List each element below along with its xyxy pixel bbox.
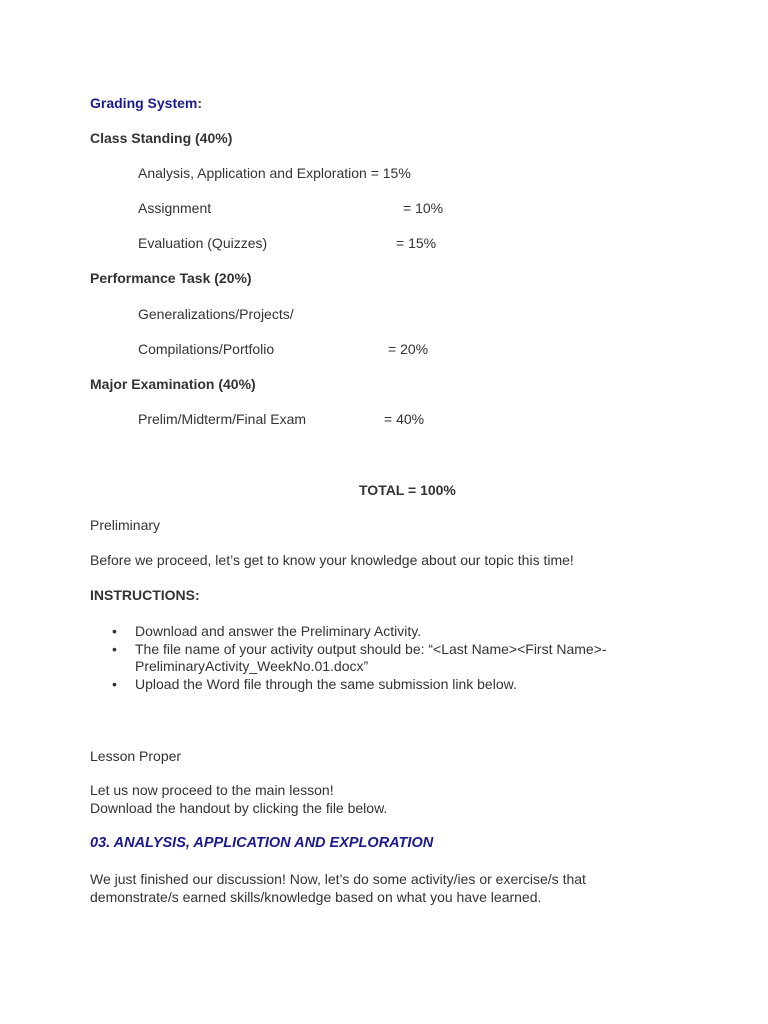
instructions-heading: INSTRUCTIONS: (90, 587, 200, 603)
class-standing-item-assignment-value: = 10% (403, 200, 444, 216)
class-standing-item-assignment: Assignment (138, 200, 212, 216)
list-item: • The file name of your activity output should be: “<Last Name><First Name>-PreliminaryActivity_WeekNo.01.docx” (135, 641, 635, 676)
preliminary-title: Preliminary (90, 517, 161, 533)
grading-system-heading (90, 95, 202, 112)
preliminary-intro: Before we proceed, let’s get to know your knowledge about our topic this time! (90, 552, 574, 568)
analysis-heading: 03. ANALYSIS, APPLICATION AND EXPLORATION (90, 835, 434, 851)
class-standing-item-analysis: Analysis, Application and Exploration = 15% (138, 165, 411, 181)
performance-task-line1: Generalizations/Projects/ (138, 306, 294, 322)
lesson-proper-title: Lesson Proper (90, 748, 182, 764)
class-standing-item-evaluation-value: = 15% (396, 235, 437, 251)
lesson-line1: Let us now proceed to the main lesson! (90, 782, 334, 798)
major-exam-heading: Major Examination (40%) (90, 376, 256, 392)
list-item: • Download and answer the Preliminary Activity. (135, 623, 695, 641)
major-exam-label: Prelim/Midterm/Final Exam (138, 411, 307, 427)
instructions-list (90, 623, 695, 693)
grading-system-colon: : (197, 95, 203, 111)
class-standing-heading: Class Standing (40%) (90, 130, 233, 146)
grading-system-title: Grading System (90, 95, 198, 111)
lesson-text (90, 782, 650, 817)
list-item: • Upload the Word file through the same submission link below. (135, 676, 695, 694)
analysis-text: We just finished our discussion! Now, let’s do some activity/ies or exercise/s that demonstrate/s earned skills/knowledge based on what you have learned. (90, 871, 586, 905)
class-standing-item-evaluation: Evaluation (Quizzes) (138, 235, 268, 251)
performance-task-value: = 20% (388, 341, 429, 357)
performance-task-line2: Compilations/Portfolio (138, 341, 275, 357)
major-exam-value: = 40% (384, 411, 425, 427)
performance-task-heading: Performance Task (20%) (90, 270, 252, 286)
lesson-line2: Download the handout by clicking the file below. (90, 799, 388, 816)
grading-total: TOTAL = 100% (359, 482, 456, 498)
